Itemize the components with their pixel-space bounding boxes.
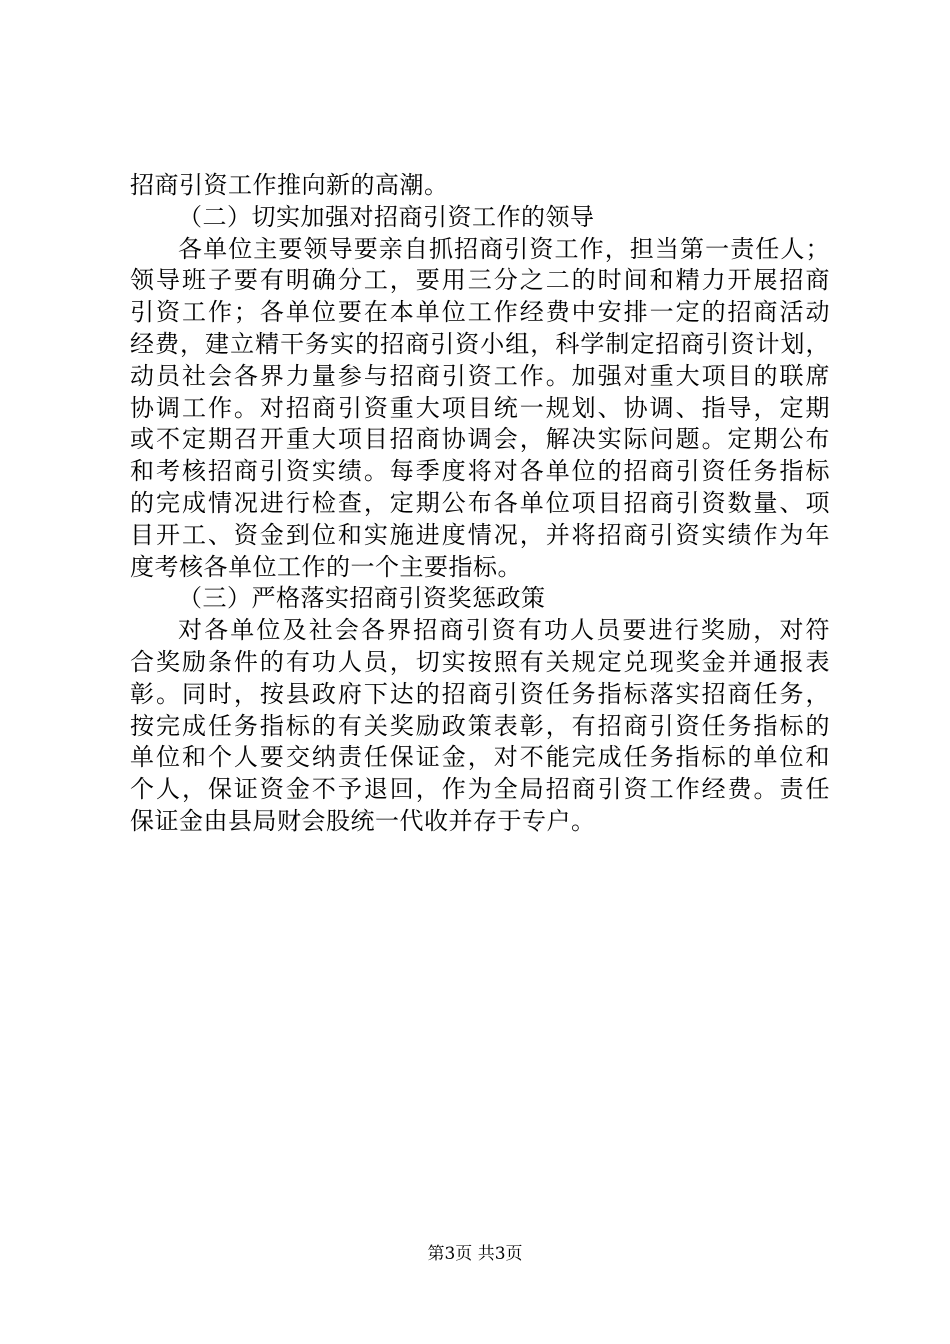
- text-line: 领导班子要有明确分工，要用三分之二的时间和精力开展招商: [130, 266, 830, 295]
- text-line: 各单位主要领导要亲自抓招商引资工作，担当第一责任人；: [178, 234, 830, 263]
- text-line: 单位和个人要交纳责任保证金，对不能完成任务指标的单位和: [130, 743, 830, 772]
- text-line: 经费，建立精干务实的招商引资小组，科学制定招商引资计划，: [130, 329, 830, 358]
- text-line: 招商引资工作推向新的高潮。: [130, 171, 449, 199]
- text-line: 保证金由县局财会股统一代收并存于专户。: [130, 806, 596, 835]
- text-line: 合奖励条件的有功人员，切实按照有关规定兑现奖金并通报表: [130, 647, 830, 676]
- text-line: 个人，保证资金不予退回，作为全局招商引资工作经费。责任: [130, 775, 830, 804]
- paragraph-lines: [130, 170, 830, 838]
- text-line: 对各单位及社会各界招商引资有功人员要进行奖励，对符: [178, 616, 830, 645]
- text-line: 或不定期召开重大项目招商协调会，解决实际问题。定期公布: [130, 425, 830, 454]
- text-line: （二）切实加强对招商引资工作的领导: [178, 202, 595, 231]
- text-line: 的完成情况进行检查，定期公布各单位项目招商引资数量、项: [130, 488, 830, 517]
- text-line: 动员社会各界力量参与招商引资工作。加强对重大项目的联席: [130, 361, 830, 390]
- text-line: 引资工作；各单位要在本单位工作经费中安排一定的招商活动: [130, 298, 830, 327]
- page-number-label: 第3页 共3页: [427, 1244, 523, 1264]
- document-body: [130, 170, 830, 838]
- text-line: 协调工作。对招商引资重大项目统一规划、协调、指导，定期: [130, 393, 830, 422]
- text-line: 和考核招商引资实绩。每季度将对各单位的招商引资任务指标: [130, 457, 830, 486]
- text-line: （三）严格落实招商引资奖惩政策: [178, 584, 546, 613]
- page-footer: [0, 1244, 950, 1264]
- text-line: 彰。同时，按县政府下达的招商引资任务指标落实招商任务，: [130, 679, 830, 708]
- text-line: 按完成任务指标的有关奖励政策表彰，有招商引资任务指标的: [130, 711, 830, 740]
- text-line: 度考核各单位工作的一个主要指标。: [130, 552, 522, 581]
- text-line: 目开工、资金到位和实施进度情况，并将招商引资实绩作为年: [130, 520, 830, 549]
